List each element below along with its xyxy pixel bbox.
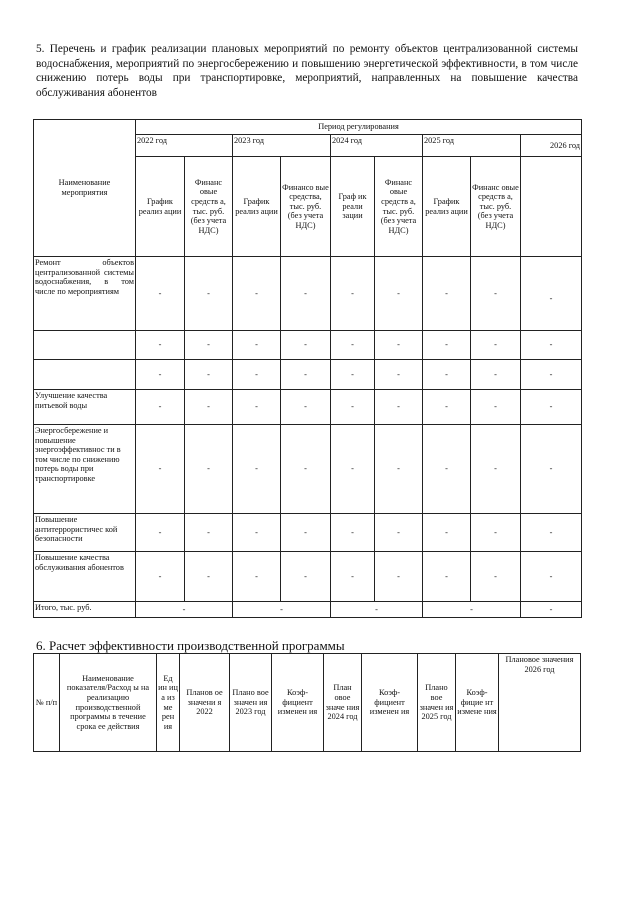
schedule-2022: График реализ ации xyxy=(136,157,185,257)
row-name: Повышение антитеррористичес кой безопасности xyxy=(34,514,136,552)
cell-value: - xyxy=(331,514,375,552)
col-name-header: Наименование мероприятия xyxy=(34,120,136,257)
col-plan-2025: Плано вое значен ия 2025 год xyxy=(418,654,456,752)
total-2025: - xyxy=(423,602,521,618)
col-coef-3: Коэф- фицие нт измене ния xyxy=(456,654,499,752)
finance-2024: Финанс овые средств а, тыс. руб. (без учета НДС) xyxy=(375,157,423,257)
col-coef-2: Коэф- фициент изменен ия xyxy=(362,654,418,752)
cell-value: - xyxy=(471,257,521,331)
cell-value: - xyxy=(375,425,423,514)
cell-value: - xyxy=(423,331,471,360)
total-2024: - xyxy=(331,602,423,618)
cell-value: - xyxy=(233,360,281,390)
cell-value: - xyxy=(521,514,582,552)
cell-value: - xyxy=(331,390,375,425)
cell-value: - xyxy=(521,425,582,514)
total-2023: - xyxy=(233,602,331,618)
table-row xyxy=(34,331,582,360)
cell-value: - xyxy=(233,257,281,331)
cell-value: - xyxy=(375,360,423,390)
cell-value: - xyxy=(185,331,233,360)
cell-value: - xyxy=(521,331,582,360)
cell-value: - xyxy=(423,425,471,514)
row-name: Энергосбережение и повышение энергоэффективнос ти в том числе по снижению потерь воды при транспортировке xyxy=(34,425,136,514)
total-label: Итого, тыс. руб. xyxy=(34,602,136,618)
cell-value: - xyxy=(521,257,582,331)
cell-value: - xyxy=(521,360,582,390)
cell-value: - xyxy=(423,390,471,425)
cell-value: - xyxy=(423,514,471,552)
cell-value: - xyxy=(375,257,423,331)
cell-value: - xyxy=(281,425,331,514)
year-2023: 2023 год xyxy=(233,135,331,157)
cell-value: - xyxy=(331,552,375,602)
cell-value: - xyxy=(185,360,233,390)
cell-value: - xyxy=(136,257,185,331)
cell-value: - xyxy=(136,552,185,602)
row-name: Улучшение качества питьевой воды xyxy=(34,390,136,425)
cell-value: - xyxy=(331,360,375,390)
col-unit: Ед ин иц а из ме рен ия xyxy=(157,654,180,752)
finance-2023: Финансо вые средства, тыс. руб. (без учета НДС) xyxy=(281,157,331,257)
cell-value: - xyxy=(375,514,423,552)
total-2026: - xyxy=(521,602,582,618)
cell-value: - xyxy=(233,552,281,602)
cell-value: - xyxy=(233,390,281,425)
cell-value: - xyxy=(281,390,331,425)
col-plan-2024: План овое значе ния 2024 год xyxy=(324,654,362,752)
plan-schedule-table xyxy=(33,119,582,618)
schedule-2023: График реализ ации xyxy=(233,157,281,257)
cell-value: - xyxy=(471,514,521,552)
cell-value: - xyxy=(281,360,331,390)
cell-value: - xyxy=(233,331,281,360)
cell-value: - xyxy=(471,331,521,360)
row-name xyxy=(34,360,136,390)
cell-value: - xyxy=(185,390,233,425)
cell-value: - xyxy=(423,360,471,390)
cell-value: - xyxy=(423,257,471,331)
row-name xyxy=(34,331,136,360)
total-2022: - xyxy=(136,602,233,618)
row-name: Повышение качества обслуживания абонентов xyxy=(34,552,136,602)
finance-2025: Финанс овые средств а, тыс. руб. (без учета НДС) xyxy=(471,157,521,257)
table-row xyxy=(34,425,582,514)
table-row xyxy=(34,360,582,390)
row-name: Ремонт объектов централизованной системы водоснабжения, в том числе по мероприятиям xyxy=(34,257,136,331)
cell-value: - xyxy=(185,514,233,552)
table-row xyxy=(34,514,582,552)
cell-value: - xyxy=(136,390,185,425)
cell-value: - xyxy=(185,257,233,331)
cell-value: - xyxy=(471,390,521,425)
schedule-2024: Граф ик реали зации xyxy=(331,157,375,257)
cell-value: - xyxy=(136,331,185,360)
col-coef-1: Коэф- фициент изменен ия xyxy=(272,654,324,752)
year-2022: 2022 год xyxy=(136,135,233,157)
schedule-2025: График реализ ации xyxy=(423,157,471,257)
cell-value: - xyxy=(331,425,375,514)
cell-value: - xyxy=(375,390,423,425)
efficiency-table xyxy=(33,653,581,752)
section-6-title: 6. Расчет эффективности производственной программы xyxy=(36,638,345,653)
cell-value: - xyxy=(471,425,521,514)
cell-value: - xyxy=(471,360,521,390)
cell-value: - xyxy=(375,331,423,360)
year-2026: 2026 год xyxy=(521,135,582,157)
cell-value: - xyxy=(136,360,185,390)
year-2024: 2024 год xyxy=(331,135,423,157)
cell-value: - xyxy=(233,514,281,552)
cell-value: - xyxy=(281,257,331,331)
cell-value: - xyxy=(423,552,471,602)
cell-value: - xyxy=(331,257,375,331)
cell-value: - xyxy=(521,390,582,425)
col-plan-2022: Планов ое значени я 2022 xyxy=(180,654,230,752)
col-number: № п/п xyxy=(34,654,60,752)
col-indicator: Наименование показателя/Расход ы на реализацию производственной программы в течение срока ее действия xyxy=(60,654,157,752)
col-plan-2023: Плано вое значен ия 2023 год xyxy=(230,654,272,752)
finance-2022: Финанс овые средств а, тыс. руб. (без учета НДС) xyxy=(185,157,233,257)
cell-value: - xyxy=(281,514,331,552)
cell-value: - xyxy=(281,331,331,360)
section-5-title: 5. Перечень и график реализации плановых мероприятий по ремонту объектов централизованной системы водоснабжения, мероприятий по энергосбережению и повышению энергетической эффективности, в том числе снижению потерь воды при транспортировке, мероприятий, направленных на повышение качества обслуживания абонентов xyxy=(36,43,578,99)
col-plan-2026: Плановое значения 2026 год xyxy=(499,654,581,752)
cell-value: - xyxy=(331,331,375,360)
cell-value: - xyxy=(375,552,423,602)
cell-value: - xyxy=(185,552,233,602)
cell-value: - xyxy=(185,425,233,514)
cell-value: - xyxy=(136,514,185,552)
table-row xyxy=(34,257,582,331)
period-header: Период регулирования xyxy=(136,120,582,135)
table-row xyxy=(34,552,582,602)
table-row xyxy=(34,390,582,425)
cell-value: - xyxy=(233,425,281,514)
cell-value: - xyxy=(281,552,331,602)
total-row xyxy=(34,602,582,618)
blank-2026 xyxy=(521,157,582,257)
cell-value: - xyxy=(521,552,582,602)
cell-value: - xyxy=(136,425,185,514)
year-2025: 2025 год xyxy=(423,135,521,157)
cell-value: - xyxy=(471,552,521,602)
